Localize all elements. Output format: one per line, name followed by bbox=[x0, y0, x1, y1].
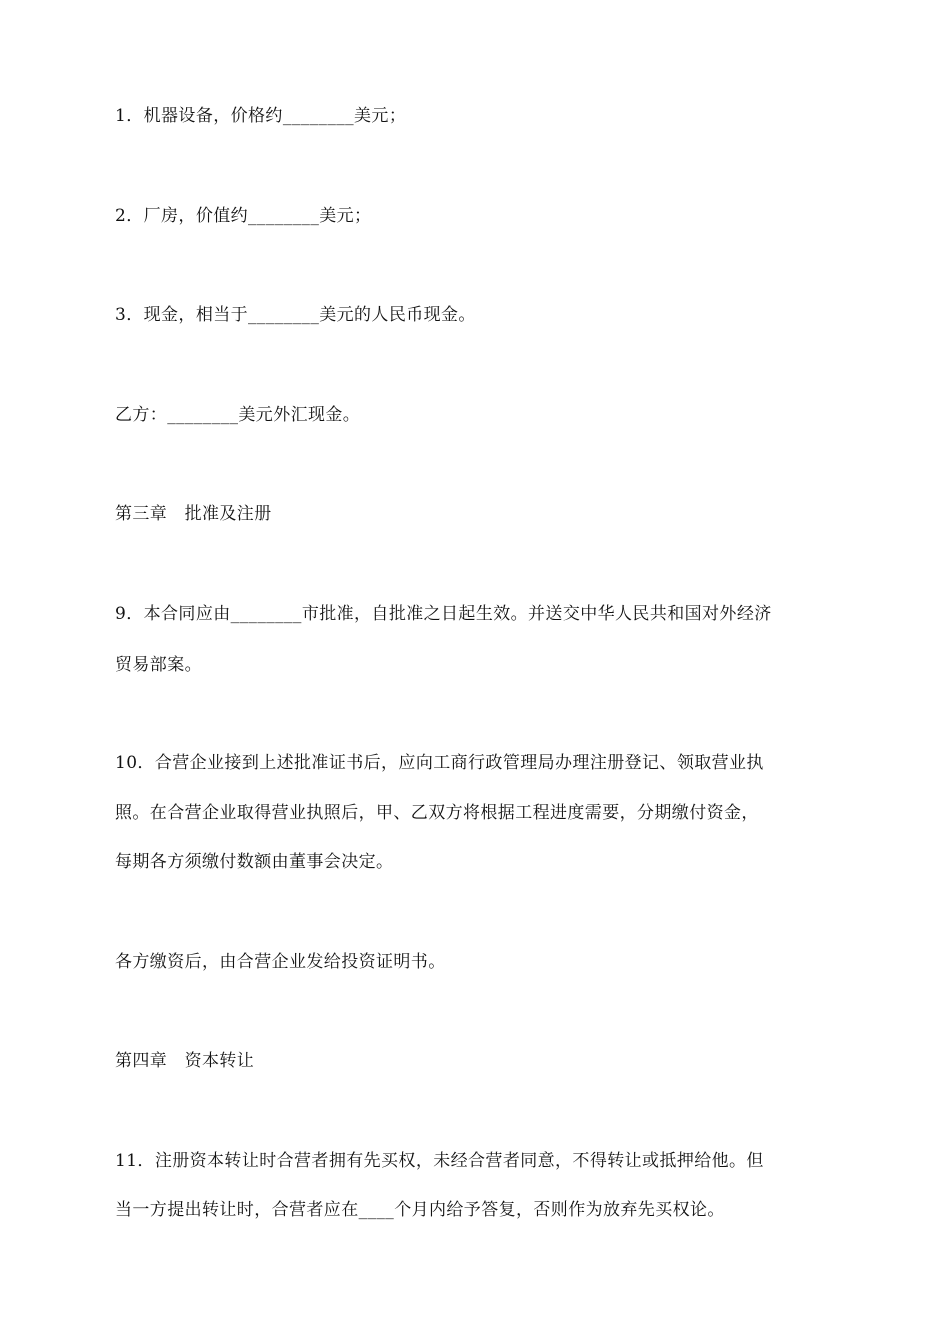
list-item-cash: 3．现金，相当于________美元的人民币现金。 bbox=[115, 305, 476, 325]
list-item-equipment: 1．机器设备，价格约________美元； bbox=[115, 106, 407, 126]
article-9-line-1: 9．本合同应由________市批准，自批准之日起生效。并送交中华人民共和国对外经济 bbox=[115, 604, 772, 624]
article-11-line-2: 当一方提出转让时，合营者应在____个月内给予答复，否则作为放弃先买权论。 bbox=[115, 1200, 725, 1220]
chapter-heading-4: 第四章 资本转让 bbox=[115, 1051, 255, 1071]
paragraph-investment-certificate: 各方缴资后，由合营企业发给投资证明书。 bbox=[115, 952, 446, 972]
list-item-factory: 2．厂房，价值约________美元； bbox=[115, 206, 372, 226]
article-10-line-1: 10．合营企业接到上述批准证书后，应向工商行政管理局办理注册登记、领取营业执 bbox=[115, 753, 764, 773]
article-10-line-3: 每期各方须缴付数额由董事会决定。 bbox=[115, 852, 394, 872]
party-b-contribution: 乙方：________美元外汇现金。 bbox=[115, 405, 361, 425]
chapter-heading-3: 第三章 批准及注册 bbox=[115, 504, 272, 524]
article-10-line-2: 照。在合营企业取得营业执照后，甲、乙双方将根据工程进度需要，分期缴付资金， bbox=[115, 803, 759, 823]
article-9-line-2: 贸易部案。 bbox=[115, 655, 202, 675]
article-11-line-1: 11．注册资本转让时合营者拥有先买权，未经合营者同意，不得转让或抵押给他。但 bbox=[115, 1151, 764, 1171]
